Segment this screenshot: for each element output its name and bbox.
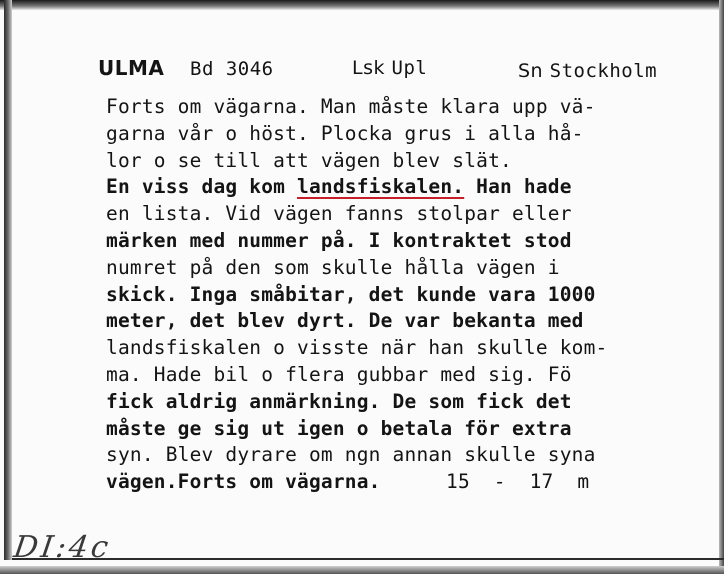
transcript-text — [106, 94, 686, 496]
scan-edge-top — [0, 0, 724, 10]
card-header — [98, 56, 698, 86]
text-line: lor o se till att vägen blev slät. — [106, 148, 512, 172]
text-segment: En viss dag kom — [106, 175, 298, 199]
text-line — [106, 174, 686, 201]
text-line: skick. Inga småbitar, det kunde vara 1000 — [106, 282, 596, 306]
text-line: måste ge sig ut igen o betala för extra — [106, 416, 572, 440]
scan-edge-left — [4, 0, 12, 560]
scan-edge-bottom — [0, 566, 724, 574]
text-segment: Han hade — [464, 175, 572, 199]
scan-edge-right — [719, 0, 724, 574]
district-label: Lsk — [352, 57, 385, 79]
text-line: en lista. Vid vägen fanns stolpar eller — [106, 202, 572, 226]
card-bottom-rule — [12, 558, 724, 560]
text-line: fick aldrig anmärkning. De som fick det — [106, 389, 572, 413]
text-line-last — [106, 469, 686, 496]
handwritten-annotation: DI:4c — [11, 530, 114, 565]
reference-number: Bd 3046 — [190, 58, 274, 80]
text-line: ma. Hade bil o flera gubbar med sig. Fö — [106, 362, 572, 386]
text-line: garna vår o höst. Plocka grus i alla hå- — [106, 121, 584, 145]
parish-label: Sn — [518, 60, 544, 82]
text-line: Forts om vägarna. Man måste klara upp vä- — [106, 95, 596, 118]
underlined-word: landsfiskalen. — [297, 175, 465, 199]
text-line: märken med nummer på. I kontraktet stod — [106, 228, 572, 252]
text-line: meter, det blev dyrt. De var bekanta med — [106, 309, 584, 333]
parish-value: Stockholm — [549, 60, 658, 82]
district-field — [352, 57, 427, 79]
parish-field — [518, 60, 657, 82]
page-range: 15 - 17 m — [446, 470, 590, 494]
text-line: syn. Blev dyrare om ngn annan skulle syna — [106, 443, 596, 467]
text-line: numret på den som skulle hålla vägen i — [106, 255, 560, 279]
text-line: landsfiskalen o visste när han skulle kom- — [106, 336, 608, 360]
district-value: Upl — [391, 57, 428, 79]
text-segment: vägen.Forts om vägarna. — [106, 470, 381, 494]
archive-code: ULMA — [98, 56, 165, 80]
